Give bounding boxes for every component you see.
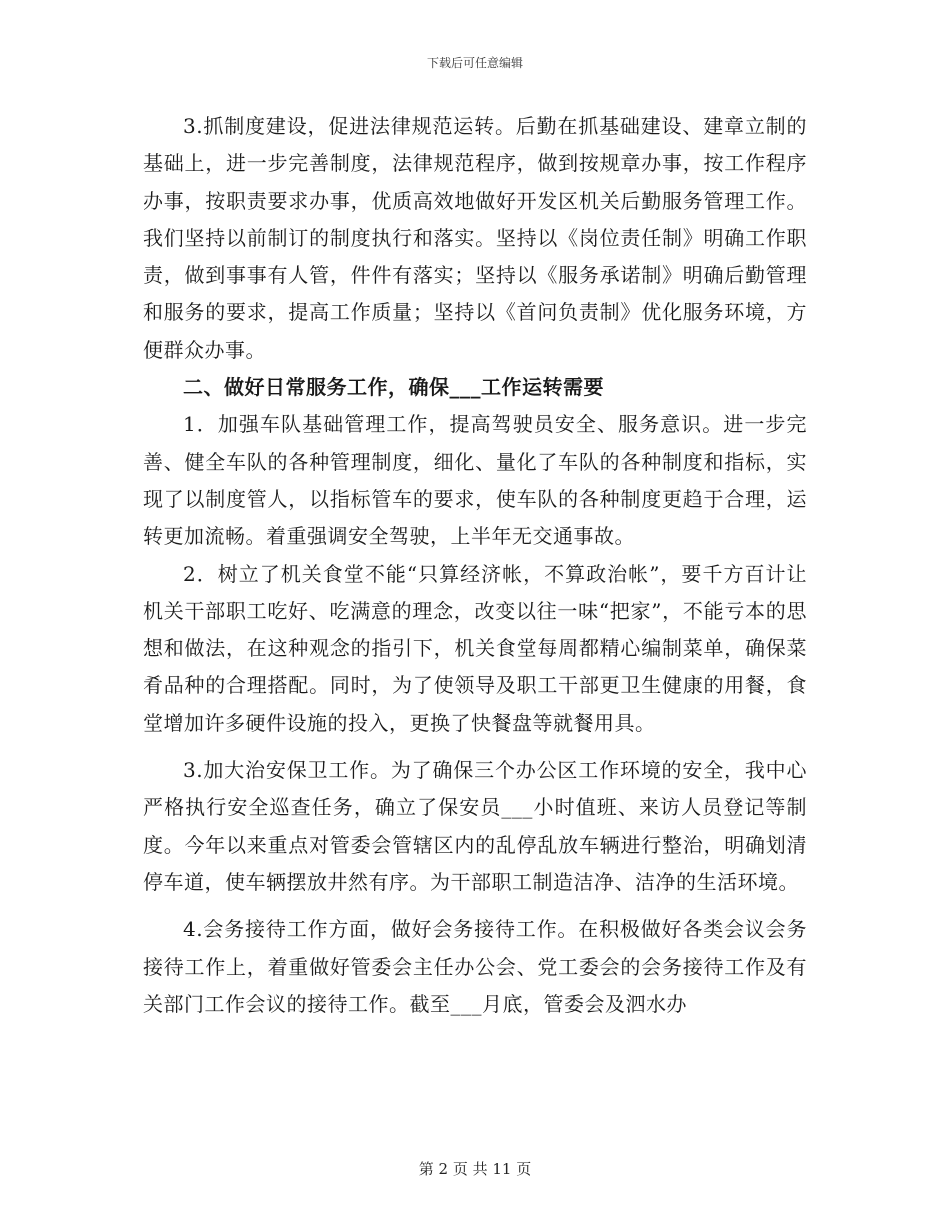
paragraph-system-building: 3.抓制度建设，促进法律规范运转。后勤在抓基础建设、建章立制的基础上，进一步完善制度，法律规范程序，做到按规章办事，按工作程序办事，按职责要求办事，优质高效地做好开发区机关后勤服务管理工作。我们坚持以前制订的制度执行和落实。坚持以《岗位责任制》明确工作职责，做到事事有人管，件件有落实；坚持以《服务承诺制》明确后勤管理和服务的要求，提高工作质量；坚持以《首问负责制》优化服务环境，方便群众办事。 bbox=[143, 114, 807, 362]
page-footer: 第 2 页 共 11 页 bbox=[418, 1160, 532, 1178]
section-heading: 二、做好日常服务工作，确保___工作运转需要 bbox=[183, 375, 604, 400]
paragraph-canteen: 2．树立了机关食堂不能“只算经济帐，不算政治帐”，要千方百计让机关干部职工吃好、吃满意的理念，改变以往一味“把家”，不能亏本的思想和做法，在这种观念的指引下，机关食堂每周都精心编制菜单，确保菜肴品种的合理搭配。同时，为了使领导及职工干部更卫生健康的用餐，食堂增加许多硬件设施的投入，更换了快餐盘等就餐用具。 bbox=[143, 561, 807, 735]
paragraph-reception: 4.会务接待工作方面，做好会务接待工作。在积极做好各类会议会务接待工作上，着重做好管委会主任办公会、党工委会的会务接待工作及有关部门工作会议的接待工作。截至___月底，管委会及泗水办 bbox=[143, 917, 807, 1016]
document-body bbox=[143, 108, 807, 1023]
paragraph-motorcade: 1．加强车队基础管理工作，提高驾驶员安全、服务意识。进一步完善、健全车队的各种管理制度，细化、量化了车队的各种制度和指标，实现了以制度管人，以指标管车的要求，使车队的各种制度更趋于合理，运转更加流畅。着重强调安全驾驶，上半年无交通事故。 bbox=[143, 412, 807, 549]
page-header: 下载后可任意编辑 bbox=[426, 56, 523, 70]
paragraph-security: 3.加大治安保卫工作。为了确保三个办公区工作环境的安全，我中心严格执行安全巡查任务，确立了保安员___小时值班、来访人员登记等制度。今年以来重点对管委会管辖区内的乱停乱放车辆进行整治，明确划清停车道，使车辆摆放井然有序。为干部职工制造洁净、洁净的生活环境。 bbox=[143, 758, 807, 894]
